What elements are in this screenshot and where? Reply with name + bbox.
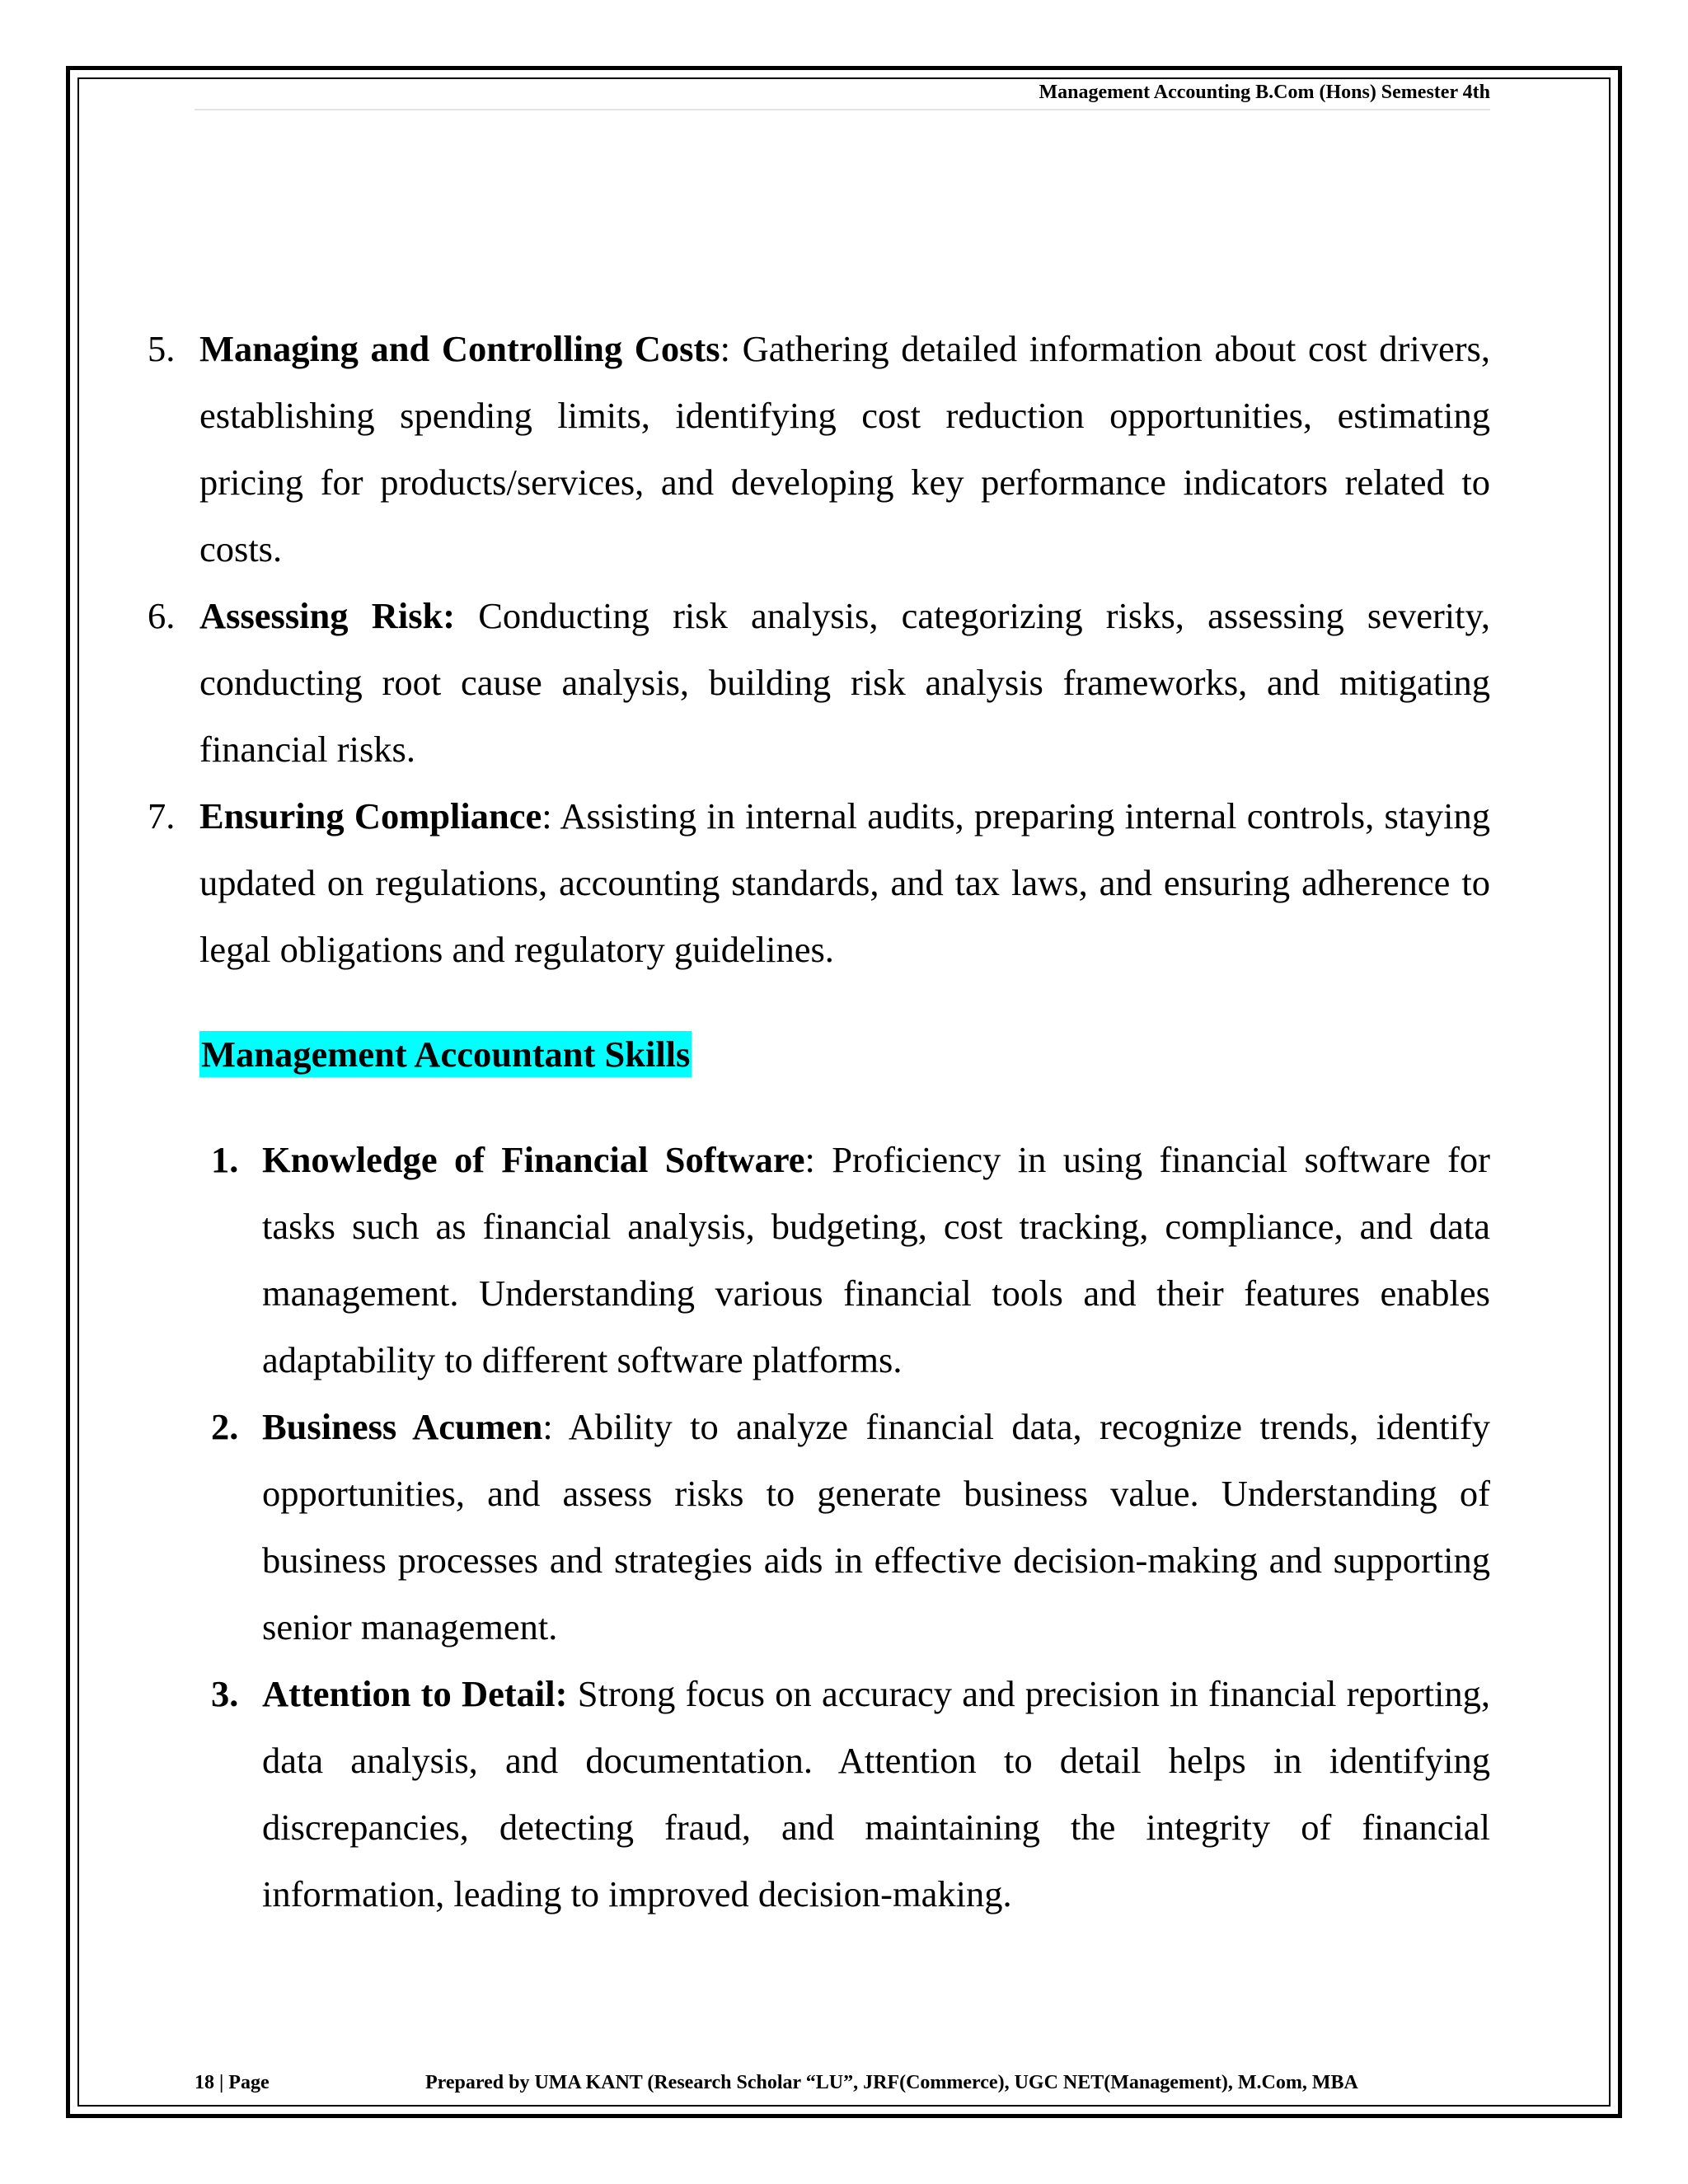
list-item-title: Ensuring Compliance: [199, 795, 542, 837]
skill-separator: :: [804, 1139, 815, 1180]
skill-text: Ability to analyze financial data, recognize trends, identify opportunities, and assess risks to generate business value. Understanding of business processes and strategies aids in effective decision-making and supporting senior management.: [262, 1406, 1490, 1647]
list-item-text: Gathering detailed information about cost drivers, establishing spending limits, identifying cost reduction opportunities, estimating pricing for products/services, and developing key performance indicators related to costs.: [199, 328, 1490, 569]
skill-text: Proficiency in using financial software for tasks such as financial analysis, budgeting, cost tracking, compliance, and data management. Understanding various financial tools and their features enables adaptability to different software platforms.: [262, 1139, 1490, 1380]
page-content: [145, 316, 1490, 1928]
section-heading: Management Accountant Skills: [199, 1031, 692, 1077]
prepared-by: Prepared by UMA KANT (Research Scholar “LU”, JRF(Commerce), UGC NET(Management), M.Com, MBA: [425, 2072, 1358, 2093]
list-item: [145, 316, 1490, 583]
list-item-separator: :: [542, 795, 552, 837]
list-item-text: Assisting in internal audits, preparing internal controls, staying updated on regulations, accounting standards, and tax laws, and ensuring adherence to legal obligations and regulatory guidelines.: [199, 795, 1490, 970]
running-header: Management Accounting B.Com (Hons) Semester 4th: [195, 79, 1490, 110]
list-item-number: 6.: [148, 595, 176, 636]
list-item-text: Conducting risk analysis, categorizing risks, assessing severity, conducting root cause analysis, building risk analysis frameworks, and mitigating financial risks.: [199, 595, 1490, 770]
list-item-separator: :: [720, 328, 730, 369]
skill-title: Business Acumen: [262, 1406, 543, 1447]
skill-number: 3.: [211, 1673, 239, 1714]
skill-title: Knowledge of Financial Software: [262, 1139, 805, 1180]
skill-item: [145, 1127, 1490, 1394]
skill-title: Attention to Detail:: [262, 1673, 568, 1714]
section-heading-wrapper: [145, 1031, 1490, 1087]
skills-list: [145, 1127, 1490, 1928]
skill-number: 1.: [211, 1139, 239, 1180]
list-item-title: Managing and Controlling Costs: [199, 328, 720, 369]
page-number: 18 | Page: [195, 2072, 270, 2093]
list-item-number: 5.: [148, 328, 176, 369]
skill-item: [145, 1661, 1490, 1928]
list-item-number: 7.: [148, 795, 176, 837]
skill-separator: :: [542, 1406, 553, 1447]
skill-item: [145, 1394, 1490, 1661]
skill-text: Strong focus on accuracy and precision in financial reporting, data analysis, and documentation. Attention to detail helps in identifying discrepancies, detecting fraud, and maintaining the integrity of financial information, leading to improved decision-making.: [262, 1673, 1491, 1915]
list-item: [145, 583, 1490, 783]
list-item-title: Assessing Risk:: [199, 595, 456, 636]
skill-number: 2.: [211, 1406, 239, 1447]
list-item: [145, 783, 1490, 983]
